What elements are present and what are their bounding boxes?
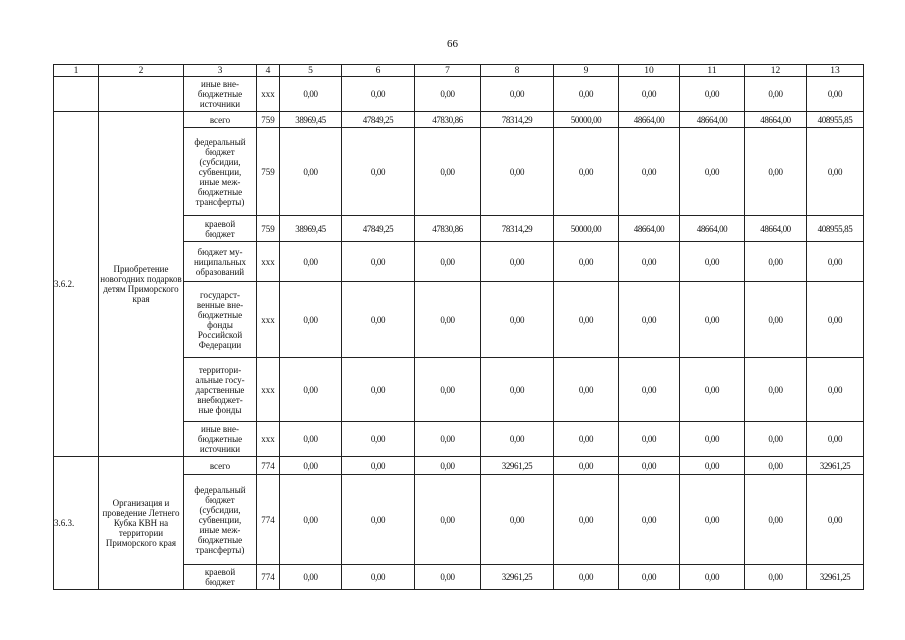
value-cell: 0,00: [280, 128, 342, 216]
code-cell: ххх: [257, 422, 280, 457]
code-cell: ххх: [257, 77, 280, 112]
table-row: [54, 457, 864, 475]
header-cell: 2: [99, 65, 184, 77]
item-name-cell: [99, 77, 184, 112]
code-cell: 759: [257, 112, 280, 128]
funding-source-line: источники: [199, 444, 241, 454]
funding-source-line: трансферты): [195, 196, 245, 207]
value-cell: 0,00: [680, 565, 745, 590]
funding-source-line: Российской: [197, 329, 243, 340]
value-cell: 38969,45: [280, 216, 342, 242]
header-cell: 8: [481, 65, 554, 77]
value-cell: 48664,00: [619, 216, 680, 242]
funding-source-line: краевой: [204, 218, 236, 229]
value-cell: 0,00: [807, 282, 864, 358]
value-cell: 0,00: [619, 128, 680, 216]
value-cell: 48664,00: [680, 112, 745, 128]
value-cell: 0,00: [807, 242, 864, 282]
value-cell: 0,00: [619, 242, 680, 282]
value-cell: 0,00: [342, 358, 415, 422]
value-cell: 0,00: [680, 475, 745, 565]
value-cell: 32961,25: [481, 457, 554, 475]
value-cell: 0,00: [745, 128, 807, 216]
value-cell: 0,00: [619, 457, 680, 475]
funding-source-line: бюджетные: [197, 89, 243, 99]
funding-source-line: субвенции,: [198, 514, 242, 525]
value-cell: 48664,00: [680, 216, 745, 242]
funding-source-cell: [184, 457, 257, 475]
funding-source-cell: [184, 475, 257, 565]
value-cell: 78314,29: [481, 112, 554, 128]
funding-source-line: фонды: [207, 319, 233, 330]
value-cell: 0,00: [415, 457, 481, 475]
value-cell: 0,00: [415, 358, 481, 422]
code-cell: ххх: [257, 358, 280, 422]
code-cell: 774: [257, 565, 280, 590]
funding-source-line: бюджет му-: [197, 246, 243, 257]
value-cell: 32961,25: [481, 565, 554, 590]
value-cell: 0,00: [280, 242, 342, 282]
code-cell: 774: [257, 475, 280, 565]
value-cell: 0,00: [280, 358, 342, 422]
value-cell: 0,00: [619, 358, 680, 422]
funding-source-line: образований: [195, 266, 245, 277]
value-cell: 0,00: [619, 282, 680, 358]
value-cell: 408955,85: [807, 216, 864, 242]
header-cell: 7: [415, 65, 481, 77]
funding-source-line: ниципальных: [193, 256, 247, 267]
header-cell: 11: [680, 65, 745, 77]
value-cell: 0,00: [415, 77, 481, 112]
value-cell: 0,00: [415, 475, 481, 565]
funding-source-line: иные меж-: [199, 524, 241, 535]
code-cell: 759: [257, 216, 280, 242]
value-cell: 0,00: [807, 358, 864, 422]
header-row: [54, 65, 864, 77]
funding-source-line: федеральный: [194, 484, 246, 495]
code-cell: 774: [257, 457, 280, 475]
value-cell: 0,00: [342, 282, 415, 358]
header-cell: 3: [184, 65, 257, 77]
value-cell: 0,00: [745, 282, 807, 358]
value-cell: 47849,25: [342, 216, 415, 242]
value-cell: 0,00: [415, 565, 481, 590]
header-cell: 9: [554, 65, 619, 77]
value-cell: 0,00: [342, 77, 415, 112]
item-code-cell: [54, 77, 99, 112]
value-cell: 0,00: [619, 565, 680, 590]
table-row: [54, 77, 864, 112]
funding-source-line: территори-: [198, 364, 242, 375]
value-cell: 0,00: [807, 77, 864, 112]
value-cell: 0,00: [342, 457, 415, 475]
value-cell: 0,00: [619, 422, 680, 457]
value-cell: 0,00: [619, 475, 680, 565]
header-cell: 10: [619, 65, 680, 77]
code-cell: 759: [257, 128, 280, 216]
value-cell: 0,00: [280, 77, 342, 112]
value-cell: 0,00: [554, 565, 619, 590]
funding-source-line: (субсидии,: [199, 156, 241, 167]
funding-source-cell: [184, 565, 257, 590]
funding-source-line: бюджет: [205, 494, 235, 505]
value-cell: 0,00: [680, 77, 745, 112]
value-cell: 0,00: [415, 128, 481, 216]
funding-source-cell: [184, 112, 257, 128]
funding-source-line: федеральный: [194, 136, 246, 147]
header-cell: 6: [342, 65, 415, 77]
header-cell: 1: [54, 65, 99, 77]
funding-source-line: ные фонды: [198, 404, 242, 415]
value-cell: 0,00: [481, 422, 554, 457]
value-cell: 50000,00: [554, 112, 619, 128]
value-cell: 0,00: [680, 128, 745, 216]
value-cell: 0,00: [680, 457, 745, 475]
header-cell: 4: [257, 65, 280, 77]
value-cell: 0,00: [481, 358, 554, 422]
item-code-cell: 3.6.2.: [54, 112, 99, 457]
value-cell: 0,00: [680, 422, 745, 457]
item-code-cell: 3.6.3.: [54, 457, 99, 590]
value-cell: 38969,45: [280, 112, 342, 128]
page-number: 66: [447, 38, 458, 50]
value-cell: 48664,00: [619, 112, 680, 128]
value-cell: 0,00: [745, 422, 807, 457]
value-cell: 0,00: [280, 565, 342, 590]
funding-source-cell: [184, 242, 257, 282]
value-cell: 47849,25: [342, 112, 415, 128]
value-cell: 0,00: [554, 77, 619, 112]
funding-source-line: источники: [199, 99, 241, 109]
funding-source-cell: [184, 77, 257, 112]
funding-source-line: бюджетные: [197, 534, 243, 545]
value-cell: 0,00: [554, 422, 619, 457]
value-cell: 0,00: [680, 358, 745, 422]
value-cell: 0,00: [554, 358, 619, 422]
funding-source-line: бюджет: [205, 146, 235, 157]
funding-source-line: всего: [209, 460, 231, 471]
funding-source-line: бюджетные: [197, 186, 243, 197]
item-name-cell: Организация и проведение Летнего Кубка КВН на территории Приморского края: [99, 457, 184, 590]
funding-source-line: иные меж-: [199, 176, 241, 187]
value-cell: 0,00: [342, 422, 415, 457]
header-cell: 5: [280, 65, 342, 77]
funding-source-line: иные вне-: [201, 79, 239, 89]
value-cell: 0,00: [745, 358, 807, 422]
value-cell: 0,00: [342, 565, 415, 590]
funding-source-cell: [184, 358, 257, 422]
funding-source-line: субвенции,: [198, 166, 242, 177]
funding-source-line: бюджетные: [197, 434, 243, 444]
value-cell: 0,00: [745, 475, 807, 565]
funding-source-cell: [184, 422, 257, 457]
value-cell: 0,00: [415, 242, 481, 282]
value-cell: 0,00: [807, 422, 864, 457]
value-cell: 0,00: [807, 475, 864, 565]
code-cell: ххх: [257, 282, 280, 358]
value-cell: 0,00: [415, 282, 481, 358]
value-cell: 0,00: [481, 128, 554, 216]
value-cell: 47830,86: [415, 216, 481, 242]
funding-source-line: краевой: [204, 567, 236, 577]
item-name-cell: Приобретение новогодних подарков детям Приморского края: [99, 112, 184, 457]
funding-source-line: дарственные: [195, 384, 245, 395]
value-cell: 32961,25: [807, 565, 864, 590]
value-cell: 78314,29: [481, 216, 554, 242]
funding-source-line: трансферты): [195, 544, 245, 555]
value-cell: 50000,00: [554, 216, 619, 242]
value-cell: 0,00: [280, 475, 342, 565]
value-cell: 0,00: [280, 457, 342, 475]
value-cell: 48664,00: [745, 216, 807, 242]
budget-table: [53, 64, 864, 590]
funding-source-line: бюджет: [205, 577, 235, 587]
value-cell: 0,00: [807, 128, 864, 216]
value-cell: 0,00: [680, 242, 745, 282]
value-cell: 0,00: [342, 242, 415, 282]
value-cell: 0,00: [745, 565, 807, 590]
value-cell: 0,00: [481, 77, 554, 112]
value-cell: 0,00: [481, 282, 554, 358]
value-cell: 0,00: [619, 77, 680, 112]
funding-source-line: государст-: [200, 289, 240, 300]
value-cell: 0,00: [481, 242, 554, 282]
value-cell: 0,00: [554, 282, 619, 358]
code-cell: ххх: [257, 242, 280, 282]
value-cell: 408955,85: [807, 112, 864, 128]
value-cell: 0,00: [554, 475, 619, 565]
funding-source-line: (субсидии,: [199, 504, 241, 515]
value-cell: 0,00: [745, 77, 807, 112]
value-cell: 0,00: [481, 475, 554, 565]
table-row: [54, 112, 864, 128]
value-cell: 32961,25: [807, 457, 864, 475]
funding-source-line: альные госу-: [195, 374, 245, 385]
funding-source-line: венные вне-: [196, 299, 244, 310]
funding-source-cell: [184, 128, 257, 216]
value-cell: 0,00: [280, 282, 342, 358]
header-cell: 12: [745, 65, 807, 77]
value-cell: 0,00: [554, 242, 619, 282]
funding-source-line: всего: [209, 114, 231, 125]
value-cell: 0,00: [680, 282, 745, 358]
funding-source-cell: [184, 282, 257, 358]
value-cell: 0,00: [342, 475, 415, 565]
value-cell: 48664,00: [745, 112, 807, 128]
value-cell: 0,00: [554, 128, 619, 216]
value-cell: 0,00: [745, 457, 807, 475]
funding-source-cell: [184, 216, 257, 242]
header-cell: 13: [807, 65, 864, 77]
value-cell: 47830,86: [415, 112, 481, 128]
funding-source-line: Федерации: [198, 339, 242, 350]
funding-source-line: бюджет: [205, 228, 235, 239]
value-cell: 0,00: [745, 242, 807, 282]
value-cell: 0,00: [554, 457, 619, 475]
value-cell: 0,00: [280, 422, 342, 457]
funding-source-line: бюджетные: [197, 309, 243, 320]
funding-source-line: иные вне-: [201, 424, 239, 434]
funding-source-line: внебюджет-: [197, 394, 243, 405]
value-cell: 0,00: [415, 422, 481, 457]
value-cell: 0,00: [342, 128, 415, 216]
